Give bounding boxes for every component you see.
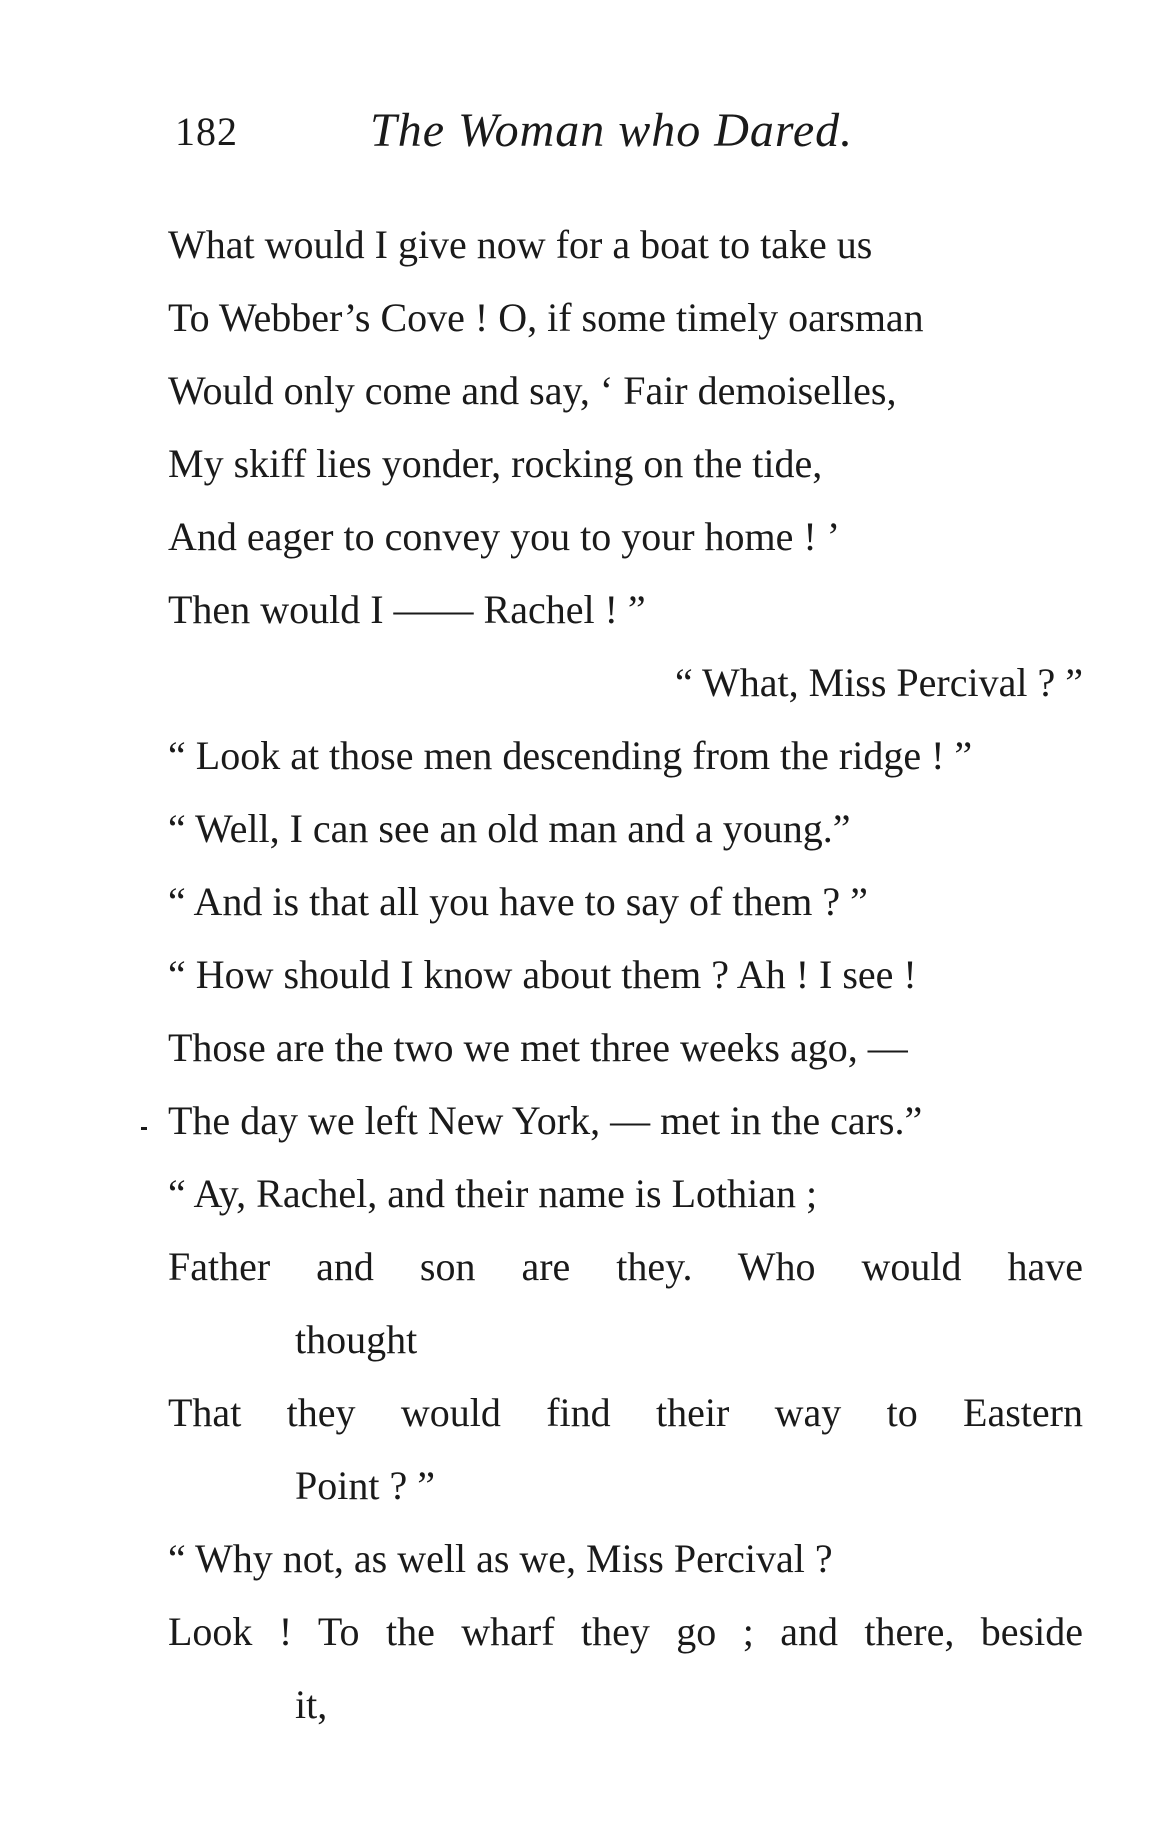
poem-line: The day we left New York, — met in the cars.” <box>168 1098 923 1143</box>
margin-mark <box>141 1127 147 1130</box>
poem-line: Would only come and say, ‘ Fair demoiselles, <box>168 368 897 413</box>
poem-line: My skiff lies yonder, rocking on the tide, <box>168 441 823 486</box>
poem-line: “ Well, I can see an old man and a young.” <box>168 806 851 851</box>
poem-line-continuation: it, <box>295 1682 328 1727</box>
page-number: 182 <box>175 109 238 154</box>
poem-line: “ Ay, Rachel, and their name is Lothian ; <box>168 1171 818 1216</box>
poem-line: What would I give now for a boat to take us <box>168 222 873 267</box>
poem-line: Father and son are they. Who would have <box>168 1244 1083 1289</box>
poem-line: “ Why not, as well as we, Miss Percival ? <box>168 1536 833 1581</box>
poem-line: To Webber’s Cove ! O, if some timely oarsman <box>168 295 924 340</box>
poem-line: “ What, Miss Percival ? ” <box>674 660 1083 705</box>
poem-line: That they would find their way to Eastern <box>168 1390 1083 1435</box>
poem-line-continuation: Point ? ” <box>295 1463 435 1508</box>
poem-line: Then would I —— Rachel ! ” <box>168 587 646 632</box>
running-title: The Woman who Dared. <box>370 104 854 157</box>
poem-line: Look ! To the wharf they go ; and there, beside <box>168 1609 1083 1654</box>
poem-line: “ How should I know about them ? Ah ! I see ! <box>168 952 917 997</box>
poem-line: “ Look at those men descending from the ridge ! ” <box>168 733 973 778</box>
poem-line-continuation: thought <box>295 1317 418 1362</box>
poem-line: Those are the two we met three weeks ago, — <box>168 1025 908 1070</box>
poem-line: And eager to convey you to your home ! ’ <box>168 514 841 559</box>
poem-line: “ And is that all you have to say of them ? ” <box>168 879 868 924</box>
